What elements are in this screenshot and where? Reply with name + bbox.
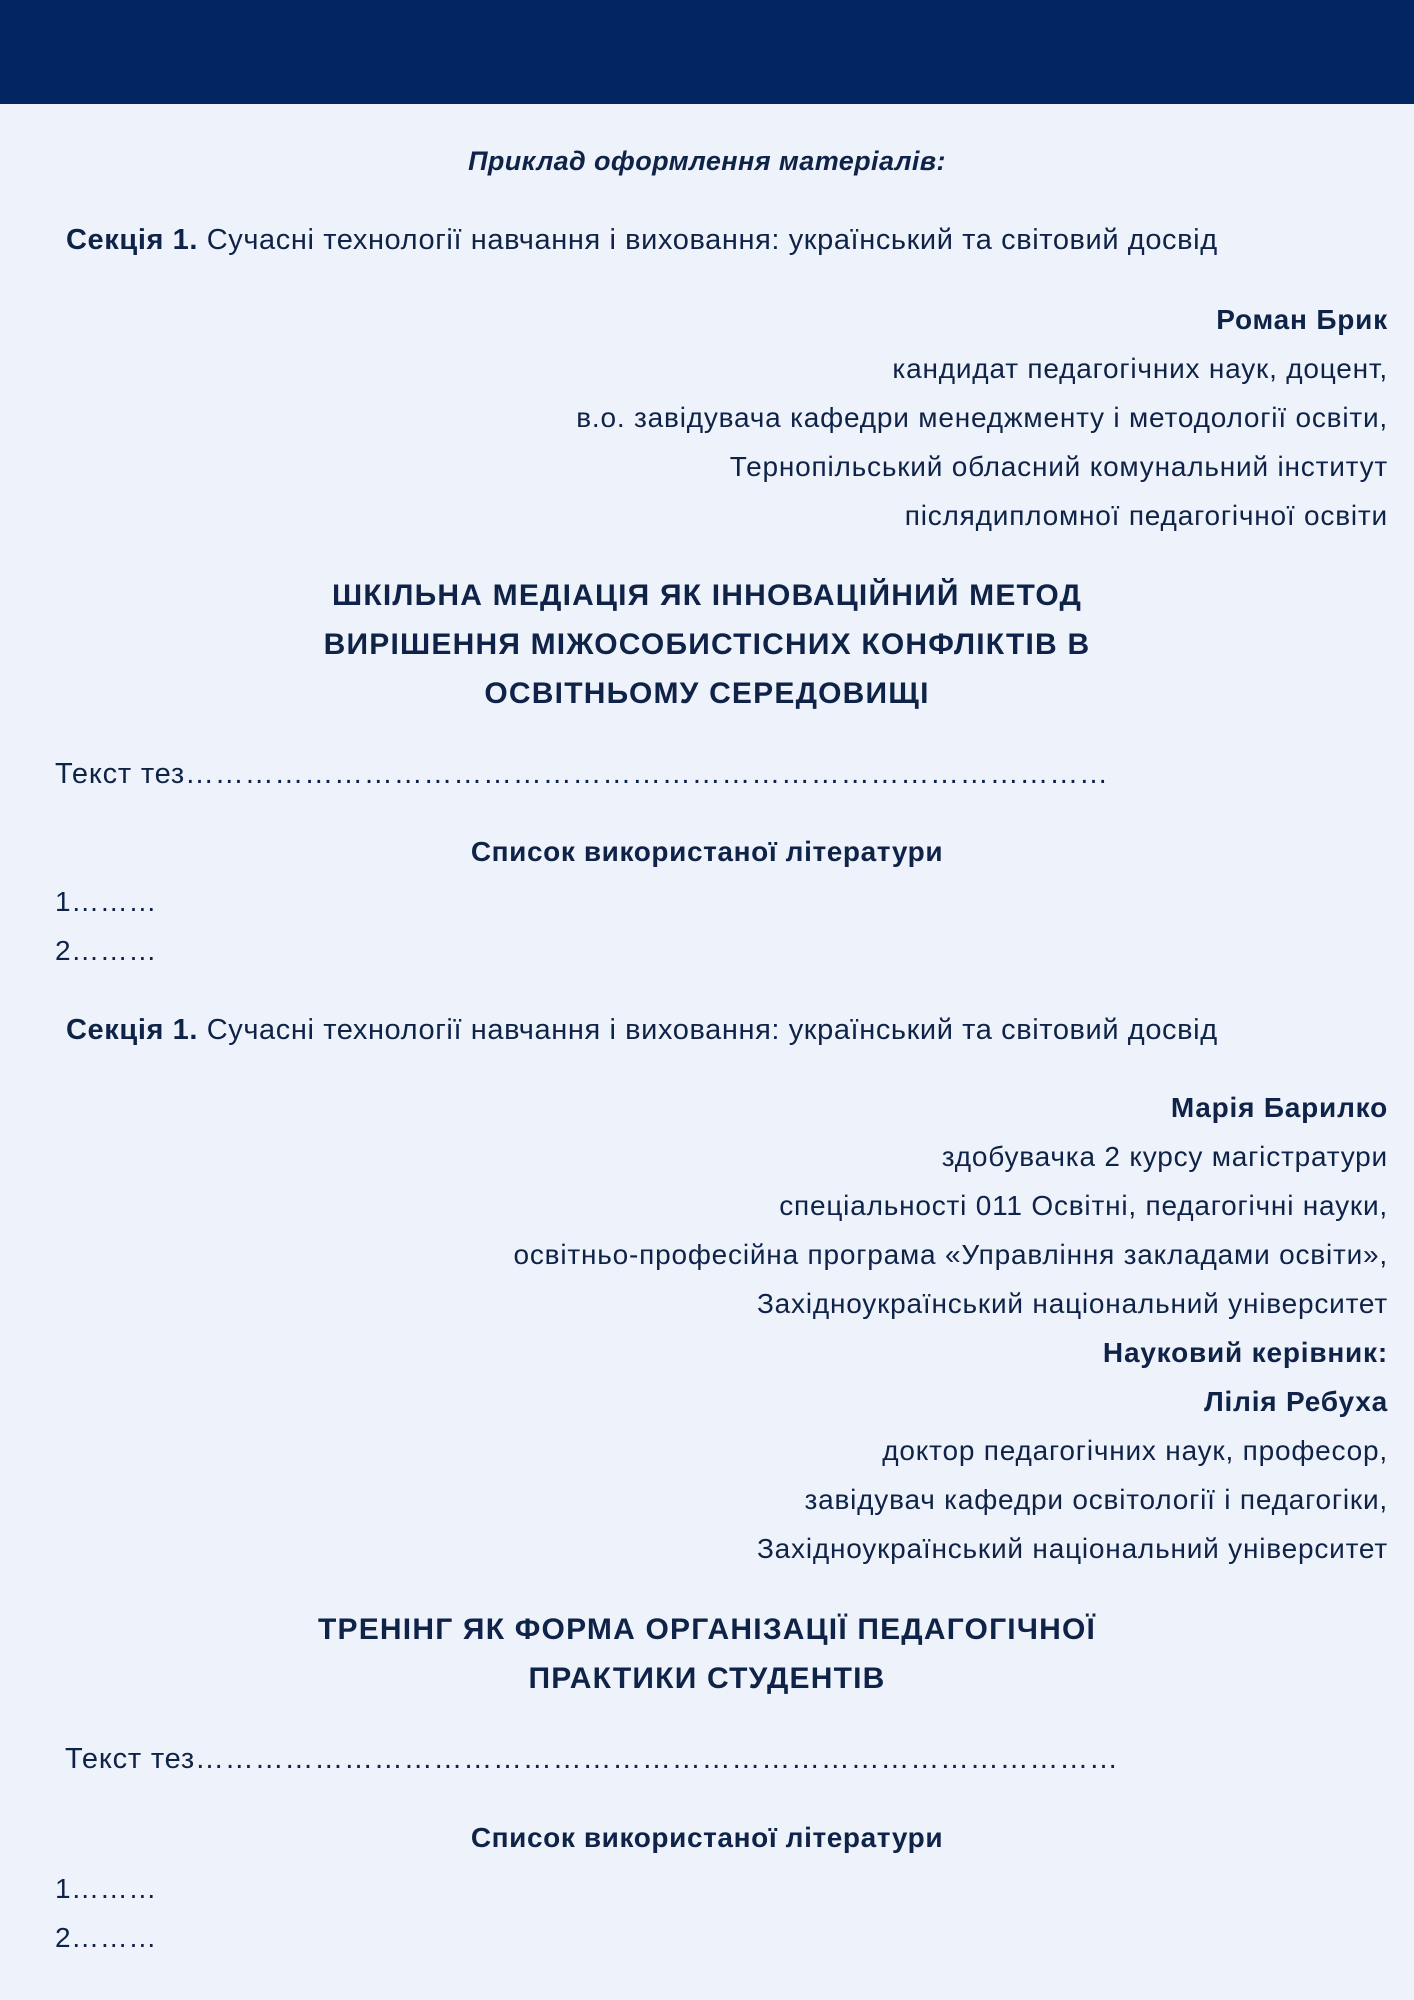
author-info-line: освітньо-професійна програма «Управління закладами освіти», <box>513 1239 1388 1270</box>
body-text-placeholder: Текст тез………………………………………………………………………………… <box>55 758 1109 790</box>
supervisor-info-line: завідувач кафедри освітології і педагогіки, <box>804 1484 1388 1515</box>
paper-title <box>0 571 1414 718</box>
section-text: Сучасні технології навчання і виховання: український та світовий досвід <box>198 1014 1218 1046</box>
supervisor-name: Лілія Ребуха <box>1204 1386 1388 1417</box>
paper-title-line: ПРАКТИКИ СТУДЕНТІВ <box>528 1662 886 1695</box>
author-info-line: спеціальності 011 Освітні, педагогічні науки, <box>779 1190 1388 1221</box>
author-info-line: в.о. завідувача кафедри менеджменту і методології освіти, <box>576 402 1388 433</box>
page-heading: Приклад оформлення матеріалів: <box>468 146 946 176</box>
author-block <box>513 1083 1388 1573</box>
supervisor-info-line: доктор педагогічних наук, професор, <box>882 1435 1388 1466</box>
body-text-placeholder: Текст тез………………………………………………………………………………… <box>65 1743 1119 1775</box>
paper-title-line: ВИРІШЕННЯ МІЖОСОБИСТІСНИХ КОНФЛІКТІВ В <box>323 628 1091 661</box>
references-title: Список використаної літератури <box>470 836 944 867</box>
author-name: Марія Барилко <box>1170 1092 1388 1123</box>
reference-item: 2……… <box>55 935 157 966</box>
reference-item: 2……… <box>55 1922 157 1953</box>
paper-title-line: ОСВІТНЬОМУ СЕРЕДОВИЩІ <box>484 677 930 710</box>
supervisor-label: Науковий керівник: <box>1102 1337 1388 1368</box>
author-info-line: кандидат педагогічних наук, доцент, <box>892 353 1388 384</box>
section-line <box>66 1016 1218 1045</box>
references-list <box>55 877 157 975</box>
supervisor-info-line: Західноукраїнський національний університет <box>756 1533 1388 1564</box>
header-bar <box>0 0 1414 104</box>
author-block <box>576 295 1388 540</box>
author-info-line: Західноукраїнський національний університет <box>756 1288 1388 1319</box>
author-info-line: здобувачка 2 курсу магістратури <box>941 1141 1388 1172</box>
references-list <box>55 1864 157 1962</box>
reference-item: 1……… <box>55 886 157 917</box>
paper-title-line: ШКІЛЬНА МЕДІАЦІЯ ЯК ІННОВАЦІЙНИЙ МЕТОД <box>331 579 1083 612</box>
section-prefix: Секція 1. <box>66 224 199 256</box>
author-info-line: післядипломної педагогічної освіти <box>904 500 1388 531</box>
reference-item: 1……… <box>55 1873 157 1904</box>
paper-title <box>0 1605 1414 1703</box>
section-text: Сучасні технології навчання і виховання: український та світовий досвід <box>198 224 1218 256</box>
references-title: Список використаної літератури <box>470 1822 944 1853</box>
author-info-line: Тернопільський обласний комунальний інститут <box>729 451 1388 482</box>
paper-title-line: ТРЕНІНГ ЯК ФОРМА ОРГАНІЗАЦІЇ ПЕДАГОГІЧНОЇ <box>317 1613 1096 1646</box>
section-prefix: Секція 1. <box>66 1014 199 1046</box>
author-name: Роман Брик <box>1216 304 1388 335</box>
section-line <box>66 226 1218 255</box>
